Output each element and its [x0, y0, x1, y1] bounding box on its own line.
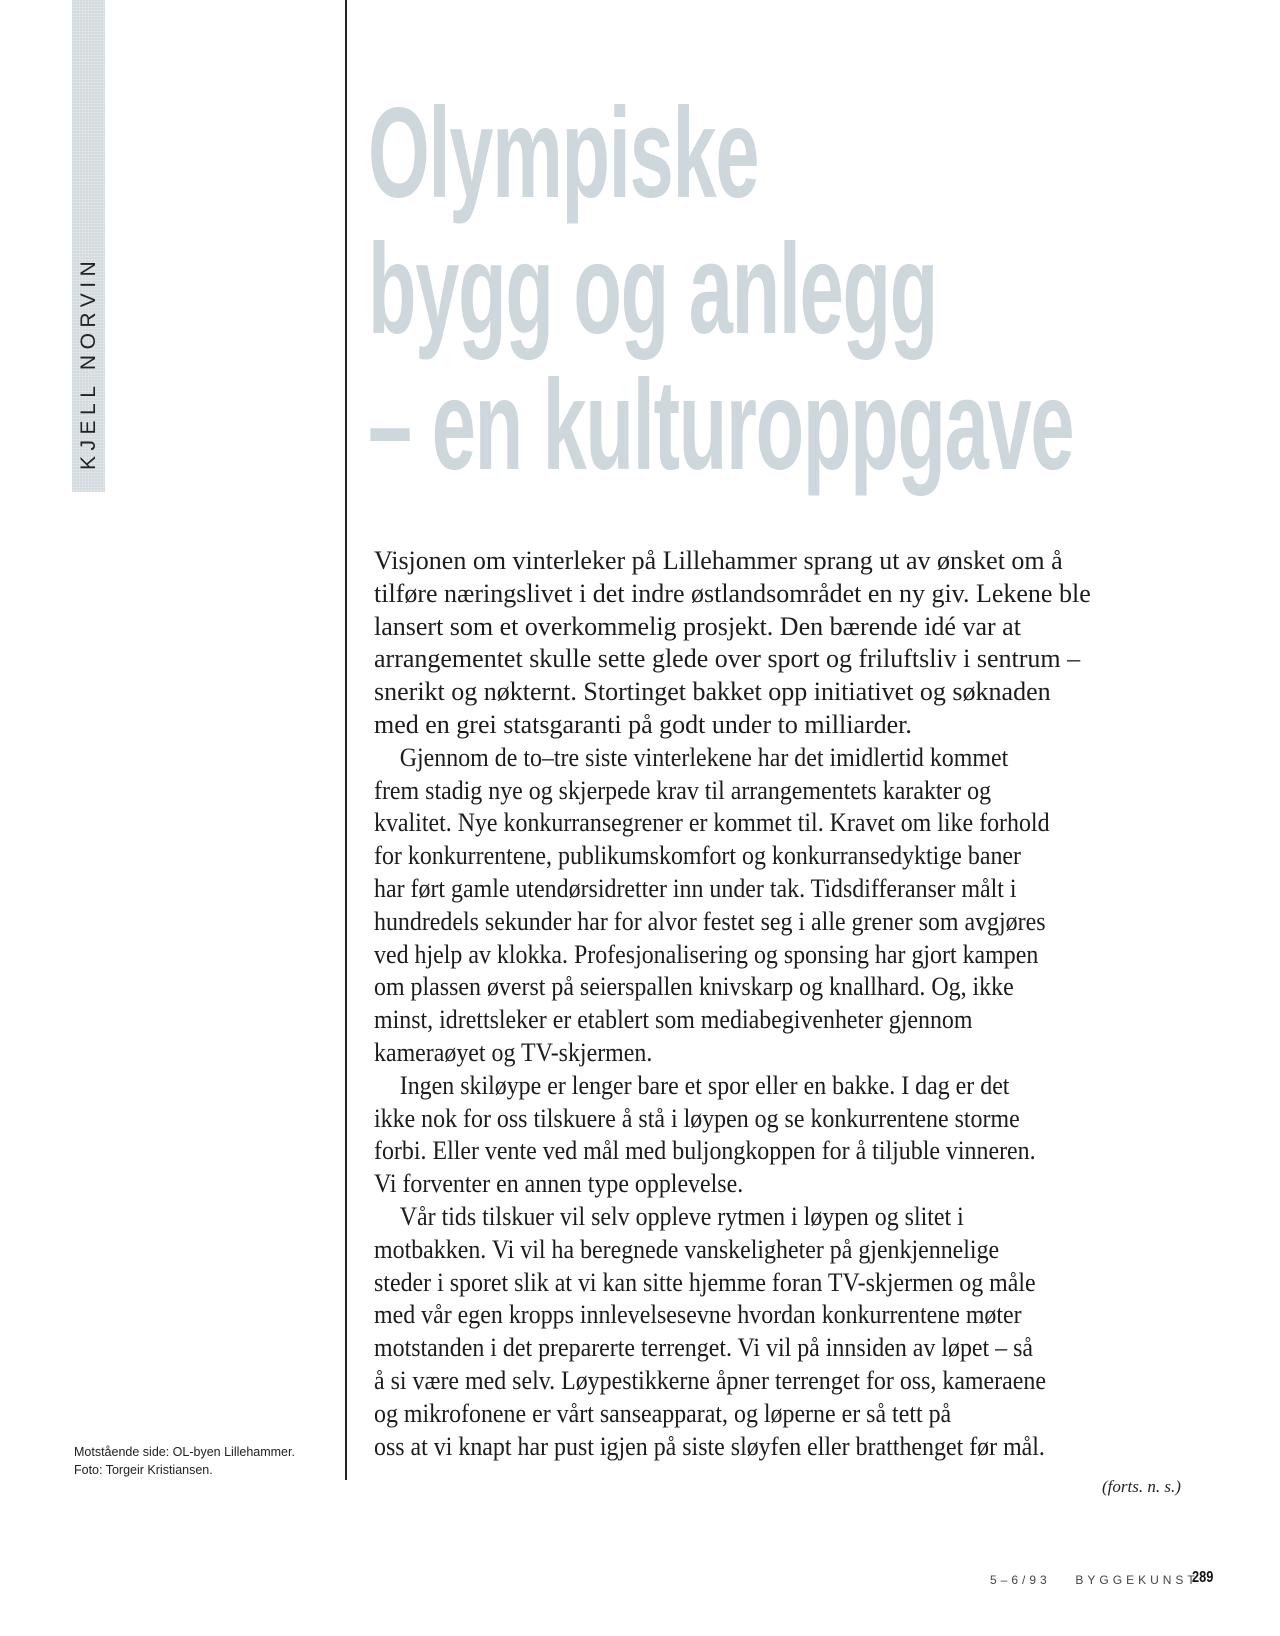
- body-line: oss at vi knapt har pust igjen på siste sløyfen eller bratthenget før mål.: [374, 1431, 1045, 1461]
- body-line: tilføre næringslivet i det indre østlandsområdet en ny giv. Lekene ble: [374, 578, 1091, 608]
- body-line: minst, idrettsleker er etablert som mediabegivenheter gjennom: [374, 1005, 973, 1035]
- photo-caption: [74, 1443, 344, 1479]
- title-line: bygg og anlegg: [368, 218, 938, 361]
- body-line: om plassen øverst på seierspallen knivskarp og knallhard. Og, ikke: [374, 972, 1014, 1002]
- body-line: for konkurrentene, publikumskomfort og konkurransedyktige baner: [374, 841, 1022, 871]
- publication-name: BYGGEKUNST: [1075, 1573, 1199, 1587]
- page-number: 289: [1192, 1569, 1214, 1586]
- body-line: Visjonen om vinterleker på Lillehammer sprang ut av ønsket om å: [374, 546, 1063, 575]
- body-line: hundredels sekunder har for alvor festet seg i alle grener som avgjøres: [374, 906, 1046, 936]
- caption-line: Foto: Torgeir Kristiansen.: [74, 1463, 213, 1477]
- body-line: har ført gamle utendørsidretter inn under tak. Tidsdifferanser målt i: [374, 873, 1017, 903]
- title-line: – en kulturoppgave: [368, 354, 1074, 497]
- body-line: frem stadig nye og skjerpede krav til arrangementets karakter og: [374, 775, 992, 805]
- body-line: lansert som et overkommelig prosjekt. Den bærende idé var at: [374, 611, 1021, 641]
- body-line: arrangementet skulle sette glede over sport og friluftsliv i sentrum –: [374, 644, 1081, 674]
- body-line: motbakken. Vi vil ha beregnede vanskeligheter på gjenkjennelige: [374, 1234, 1000, 1264]
- body-line: med en grei statsgaranti på godt under to milliarder.: [374, 709, 912, 739]
- body-line: motstanden i det preparerte terrenget. Vi vil på innsiden av løpet – så: [374, 1333, 1034, 1363]
- body-line: ved hjelp av klokka. Profesjonalisering og sponsing har gjort kampen: [374, 939, 1039, 969]
- article-body: [374, 545, 1202, 1463]
- body-line: snerikt og nøkternt. Stortinget bakket opp initiativet og søknaden: [374, 677, 1051, 707]
- body-line: ikke nok for oss tilskuere å stå i løypen og se konkurrentene storme: [374, 1103, 1020, 1133]
- body-line: Vår tids tilskuer vil selv oppleve rytmen i løypen og slitet i: [399, 1201, 964, 1231]
- running-footer: [990, 1573, 1199, 1587]
- continued-note: (forts. n. s.): [1102, 1477, 1181, 1496]
- body-line: kameraøyet og TV-skjermen.: [374, 1037, 653, 1067]
- body-line: og mikrofonene er vårt sanseapparat, og løperne er så tett på: [374, 1398, 952, 1428]
- body-line: steder i sporet slik at vi kan sitte hjemme foran TV-skjermen og måle: [374, 1267, 1036, 1297]
- body-line: Vi forventer en annen type opplevelse.: [374, 1169, 744, 1199]
- title-line: Olympiske: [368, 82, 759, 225]
- body-line: kvalitet. Nye konkurransegrener er kommet til. Kravet om like forhold: [374, 808, 1050, 838]
- author-name: KJELL NORVIN: [77, 255, 100, 470]
- body-line: å si være med selv. Løypestikkerne åpner terrenget for oss, kameraene: [374, 1365, 1046, 1395]
- body-line: Gjennom de to–tre siste vinterlekene har det imidlertid kommet: [399, 742, 1009, 772]
- issue-number: 5–6/93: [990, 1573, 1051, 1587]
- body-line: med vår egen kropps innlevelsesevne hvordan konkurrentene møter: [374, 1300, 1022, 1330]
- body-line: forbi. Eller vente ved mål med buljongkoppen for å tiljuble vinneren.: [374, 1136, 1036, 1166]
- caption-line: Motstående side: OL-byen Lillehammer.: [74, 1445, 295, 1459]
- article-title: [368, 82, 1074, 497]
- body-line: Ingen skiløype er lenger bare et spor eller en bakke. I dag er det: [399, 1070, 1010, 1100]
- column-divider: [345, 0, 347, 1480]
